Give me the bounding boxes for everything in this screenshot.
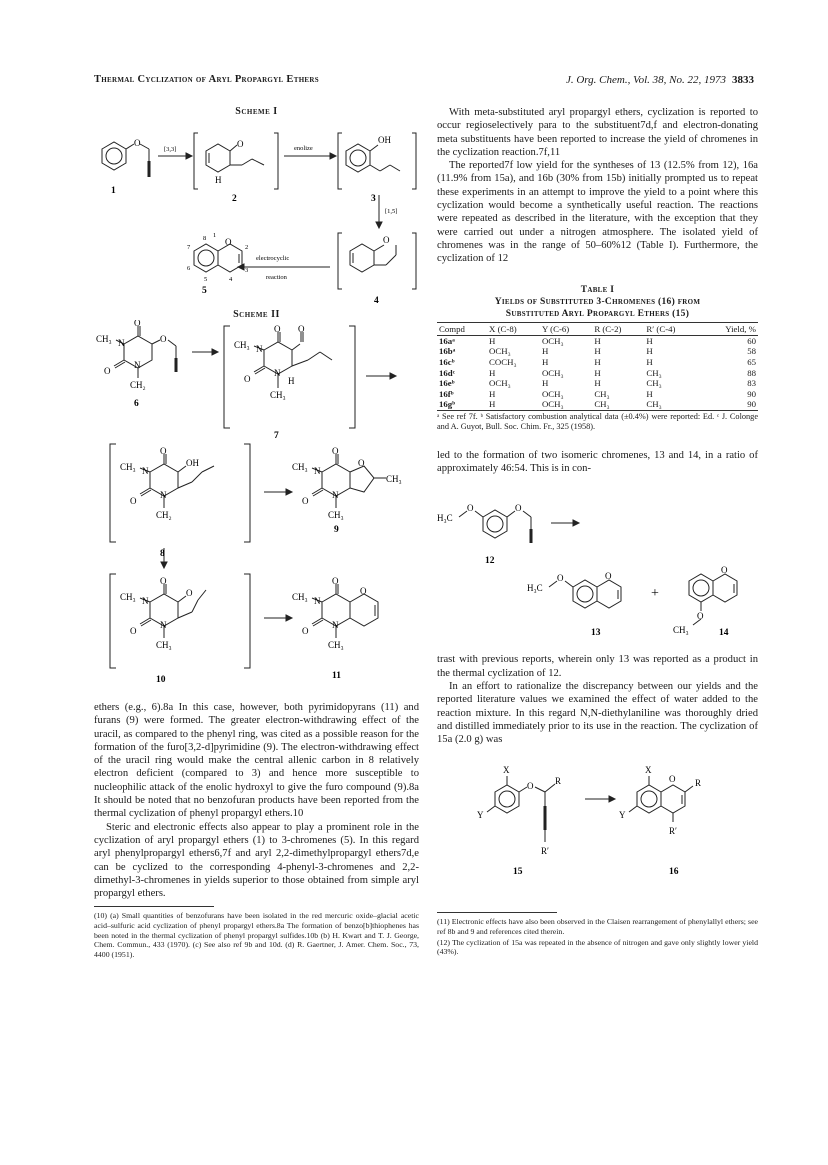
s1-label-1: 1 — [111, 186, 116, 196]
s2-9-ch3b: CH₃ — [386, 474, 402, 484]
footnote-10: (10) (a) Small quantities of benzofurans have been isolated in the red mercuric oxide–glacial acetic acid–sulfuric acid cyclization of phenyl propargyl ethers.8a The formation of benzo[b]thiophenes has been noted in the thermal cyclization of phenyl propargyl sulfides.10b (b) H. Kwart and T. J. George, Chem. Commun., 433 (1970). (c) See also ref 9b and 10d. (d) R. Gaertner, J. Amer. Chem. Soc., 73, 4400 (1951). — [94, 911, 419, 959]
table-title-1: Yields of Substituted 3-Chromenes (16) from — [494, 296, 701, 307]
s1-label-4: 4 — [374, 296, 379, 306]
s2-9-n2: N — [332, 490, 339, 500]
scheme1-title: Scheme I — [235, 106, 278, 117]
s1-ring-num-2: 2 — [245, 244, 249, 251]
table-cell: 58 — [747, 346, 756, 357]
s2-8-o3: O — [130, 496, 137, 506]
s3-13-h3c: H₃C — [527, 583, 543, 594]
s2-10-o3: O — [130, 626, 137, 636]
s4-label-16: 16 — [669, 867, 679, 878]
right-paragraph-3: led to the formation of two isomeric chromenes, 13 and 14, in a ratio of approximately 46:54. This is in con- — [437, 449, 758, 475]
s2-6-o1: O — [134, 320, 141, 328]
table-cell: 65 — [747, 357, 756, 368]
table-cell: OCH₃ — [489, 346, 511, 357]
s1-atom-h: H — [215, 175, 222, 185]
s2-7-n1: N — [256, 344, 263, 354]
s2-9-o3: O — [302, 496, 309, 506]
footnote-rule-right — [437, 912, 557, 913]
table-row — [437, 378, 758, 389]
s1-arrow-33: [3,3] — [164, 146, 177, 153]
s1-ring-num-4: 4 — [229, 276, 233, 283]
journal-citation: J. Org. Chem., Vol. 38, No. 22, 1973 — [565, 74, 726, 86]
s2-11-o3: O — [302, 626, 309, 636]
running-head — [94, 74, 754, 94]
s3-14-o1: O — [721, 565, 728, 576]
table-cell: H — [646, 335, 653, 346]
s2-6-ch3: CH₃ — [96, 334, 112, 344]
s3-12-h3c: H₃C — [437, 513, 453, 524]
s2-9-ch3c: CH₃ — [328, 510, 344, 520]
s1-arrow-reaction: reaction — [266, 274, 287, 281]
table-cell: 16fᵇ — [439, 388, 454, 399]
s3-13-o2: O — [605, 571, 612, 582]
th-rprime: R′ (C-4) — [644, 322, 699, 335]
s2-7-o3: O — [244, 374, 251, 384]
right-column — [437, 100, 758, 957]
table-row — [437, 399, 758, 410]
s3-12-o1: O — [467, 503, 474, 514]
right-paragraph-1: With meta-substituted aryl propargyl ethers, cyclization is reported to occur regioselectively para to the substituent7d,f and electron-donating meta substituents have been reported to increase the yield of chromenes in the cyclization reaction.7f,11 — [437, 107, 758, 158]
s2-6-o3: O — [104, 366, 111, 376]
s2-7-o1: O — [274, 324, 281, 334]
s4-16-o: O — [669, 774, 676, 785]
table-cell: 83 — [747, 378, 756, 389]
s2-8-o1: O — [160, 446, 167, 456]
s2-6-o2: O — [160, 334, 167, 344]
s2-11-n1: N — [314, 596, 321, 606]
s4-16-r: R — [695, 778, 702, 789]
s2-11-n2: N — [332, 620, 339, 630]
table-cell: H — [541, 378, 549, 389]
table-cell: 16dᶜ — [439, 367, 455, 378]
th-y: Y (C-6) — [540, 322, 592, 335]
scheme3-figure — [437, 483, 758, 643]
s2-8-n2: N — [160, 490, 167, 500]
table-cell: CH₃ — [594, 399, 610, 410]
left-column — [94, 100, 419, 959]
table-cell: CH₃ — [594, 388, 610, 399]
s3-plus: + — [651, 586, 659, 602]
table-cell: CH₃ — [646, 378, 662, 389]
s1-atom-o4: O — [383, 235, 390, 245]
s4-15-rprime: R′ — [541, 846, 549, 857]
s2-10-ch3: CH₃ — [120, 592, 136, 602]
s4-15-r: R — [555, 776, 562, 787]
s1-label-5: 5 — [202, 286, 207, 296]
table-cell: H — [541, 346, 549, 357]
s2-9-ch3: CH₃ — [292, 462, 308, 472]
th-yield: Yield, % — [700, 322, 758, 335]
table-row — [437, 335, 758, 346]
s1-ring-num-5: 5 — [204, 276, 208, 283]
table-cell: 90 — [747, 388, 756, 399]
s1-ring-num-6: 6 — [187, 265, 191, 272]
table-cell: H — [594, 367, 601, 378]
s4-15-y: Y — [477, 810, 484, 821]
running-head-citation — [566, 74, 754, 86]
s2-8-oh: OH — [186, 458, 199, 468]
s4-15-o: O — [527, 781, 534, 792]
yield-table — [437, 322, 758, 410]
s3-label-13: 13 — [591, 628, 601, 639]
s3-14-o2: O — [697, 611, 704, 622]
table-cell: H — [646, 357, 653, 368]
s3-12-o2: O — [515, 503, 522, 514]
scheme2-figure — [94, 320, 419, 695]
th-r: R (C-2) — [592, 322, 644, 335]
s2-9-n1: N — [314, 466, 321, 476]
footnote-rule-left — [94, 906, 214, 907]
table-cell: OCH₃ — [541, 335, 564, 346]
s2-7-ch3: CH₃ — [234, 340, 250, 350]
page-number: 3833 — [732, 74, 754, 86]
s1-atom-o1: O — [134, 138, 141, 148]
th-x: X (C-8) — [487, 322, 540, 335]
table-label: Table I — [580, 284, 615, 295]
table-cell: COCH₃ — [489, 357, 517, 368]
table-cell: H — [594, 335, 601, 346]
right-paragraph-5: In an effort to rationalize the discrepancy between our yields and the reported literature values we examined the effect of water added to the reaction mixture. In this regard N,N-diethylaniline was thoroughly dried and distilled immediately prior to its use in the reaction. The cyclization of 15a (2.0 g) was — [437, 680, 758, 746]
s2-label-11: 11 — [332, 671, 341, 681]
s2-7-ch3b: CH₃ — [270, 390, 286, 400]
s3-13-o1: O — [557, 573, 564, 584]
table-cell: H — [594, 378, 601, 389]
s2-6-ch2: CH₂ — [130, 380, 146, 390]
table-row — [437, 367, 758, 378]
table-cell: CH₃ — [646, 399, 662, 410]
s2-10-o2: O — [186, 588, 193, 598]
s2-label-6: 6 — [134, 399, 139, 409]
table-title-2: Substituted Aryl Propargyl Ethers (15) — [505, 308, 690, 319]
s2-label-7: 7 — [274, 431, 279, 441]
s1-ring-num-8: 8 — [203, 235, 207, 242]
s1-ring-num-1: 1 — [213, 232, 217, 239]
s2-10-o1: O — [160, 576, 167, 586]
s2-label-10: 10 — [156, 675, 166, 685]
s4-16-rprime: R′ — [669, 826, 677, 837]
table-row — [437, 389, 758, 400]
table-cell: OCH₃ — [541, 367, 564, 378]
s1-atom-o5: O — [225, 237, 232, 247]
s4-label-15: 15 — [513, 867, 523, 878]
s2-8-n1: N — [142, 466, 149, 476]
s2-label-8: 8 — [160, 549, 165, 559]
footnote-12: (12) The cyclization of 15a was repeated in the absence of nitrogen and gave only slightly lower yield (43%). — [437, 937, 758, 957]
table-cell: 16eᵇ — [439, 378, 455, 389]
s2-8-ch3: CH₃ — [120, 462, 136, 472]
table-cell: OCH₃ — [541, 388, 564, 399]
scheme2-title: Scheme II — [233, 309, 280, 320]
s4-16-y: Y — [619, 810, 626, 821]
s1-label-3: 3 — [371, 194, 376, 204]
s2-9-o1: O — [332, 446, 339, 456]
s1-ring-num-3: 3 — [245, 267, 249, 274]
table-cell: H — [489, 388, 496, 399]
s2-10-n1: N — [142, 596, 149, 606]
s2-11-ch3: CH₃ — [292, 592, 308, 602]
table-cell: H — [646, 346, 653, 357]
table-cell: OCH₃ — [541, 399, 564, 410]
s2-7-n2: N — [274, 368, 281, 378]
table-header-row — [437, 322, 758, 335]
s1-arrow-electrocyclic: electrocyclic — [256, 255, 290, 262]
table-row — [437, 357, 758, 368]
table-cell: CH₃ — [646, 367, 662, 378]
running-head-title: Thermal Cyclization of Aryl Propargyl Ethers — [94, 74, 319, 85]
s1-arrow-enolize: enolize — [294, 145, 313, 152]
s2-6-n2: N — [134, 360, 141, 370]
table-cell: H — [594, 357, 601, 368]
s1-atom-o2: O — [237, 139, 244, 149]
th-compd: Compd — [437, 322, 487, 335]
s2-10-n2: N — [160, 620, 167, 630]
s2-6-n1: N — [118, 338, 125, 348]
s2-7-o2: O — [298, 324, 305, 334]
footnote-11: (11) Electronic effects have also been observed in the Claisen rearrangement of phenylallyl ethers; see ref 8b and 9 and references cited therein. — [437, 917, 758, 936]
s4-16-x: X — [645, 765, 652, 776]
s1-arrow-15: [1,5] — [385, 208, 398, 215]
table-cell: H — [594, 346, 601, 357]
s2-9-o2: O — [358, 458, 365, 468]
s2-label-9: 9 — [334, 525, 339, 535]
s4-15-x: X — [503, 765, 510, 776]
s1-atom-oh: OH — [378, 135, 391, 145]
scheme1-figure — [94, 117, 419, 307]
s2-10-ch3b: CH₃ — [156, 640, 172, 650]
s2-11-ch3b: CH₃ — [328, 640, 344, 650]
left-paragraph-2: Steric and electronic effects also appear to play a prominent role in the cyclization of aryl propargyl ethers (1) to 3-chromenes (5). In this regard aryl phenylpropargyl ethers6,7f and aryl 2,2-dimethylpropargyl ethers7d,e can be cyclized to the corresponding 4-phenyl-3-chromenes and 2,2-dimethyl-3-chromenes in yields superior to those obtained from simple aryl propargyl ethers. — [94, 821, 419, 900]
table-cell: 16aᵃ — [439, 335, 455, 346]
table-cell: H — [489, 335, 496, 346]
right-paragraph-4: trast with previous reports, wherein only 13 was reported as a product in the thermal cyclization of 12. — [437, 654, 758, 679]
right-paragraph-2: The reported7f low yield for the syntheses of 13 (12.5% from 12), 16a (11.9% from 15a), and 16b (30% from 15b) initially prompted us to repeat these experiments in an attempt to improve the yield to a point where this cyclization would become a synthetically useful reaction. The reactions were repeated as described in the literature, with the exception that they were carried out under a nitrogen atmosphere. The isolated yield of chromenes was in the range of 50–60%12 (Table I). Furthermore, the cyclization of 12 — [437, 160, 758, 265]
s3-14-ch3: CH₃ — [673, 625, 689, 636]
table-cell: 88 — [747, 367, 756, 378]
left-paragraph-1: ethers (e.g., 6).8a In this case, however, both pyrimidopyrans (11) and furans (9) were formed. The greater electron-withdrawing effect of the uracil, as compared to the phenyl ring, was cited as a possible reason for the formation of the furo[3,2-d]pyrimidine (9). The electron-withdrawing effect of the uracil ring would make the central allenic carbon in 8 relatively electron deficient (compared to 3) and hence more susceptible to nucleophilic attack of the enolic hydroxyl to give the furo compound (9).8a It should be noted that no benzofuran products have been reported from the thermal cyclization of phenyl propargyl ethers.10 — [94, 702, 419, 820]
table-1 — [437, 284, 758, 433]
table-cell: 16cᵇ — [439, 357, 455, 368]
s2-8-ch2: CH₂ — [156, 510, 172, 520]
s3-label-14: 14 — [719, 628, 729, 639]
scheme4-figure — [437, 756, 758, 906]
s1-ring-num-7: 7 — [187, 244, 191, 251]
s3-label-12: 12 — [485, 556, 495, 567]
table-row — [437, 346, 758, 357]
table-cell: 90 — [747, 399, 756, 410]
table-cell: H — [646, 388, 653, 399]
table-cell: OCH₃ — [489, 378, 511, 389]
table-cell: 16gᵇ — [439, 399, 456, 410]
table-cell: H — [489, 399, 496, 410]
s2-7-h: H — [288, 376, 295, 386]
s2-11-o2: O — [360, 586, 367, 596]
table-cell: 16bᵃ — [439, 346, 456, 357]
table-footnote: ᵃ See ref 7f. ᵇ Satisfactory combustion analytical data (±0.4%) were reported: Ed. ᶜ J. Colonge and A. Guyot, Bull. Soc. Chim. Fr., 325 (1958). — [437, 411, 758, 432]
table-cell: H — [489, 367, 496, 378]
table-cell: H — [541, 357, 549, 368]
s2-11-o1: O — [332, 576, 339, 586]
table-cell: 60 — [747, 335, 756, 346]
s1-label-2: 2 — [232, 194, 237, 204]
